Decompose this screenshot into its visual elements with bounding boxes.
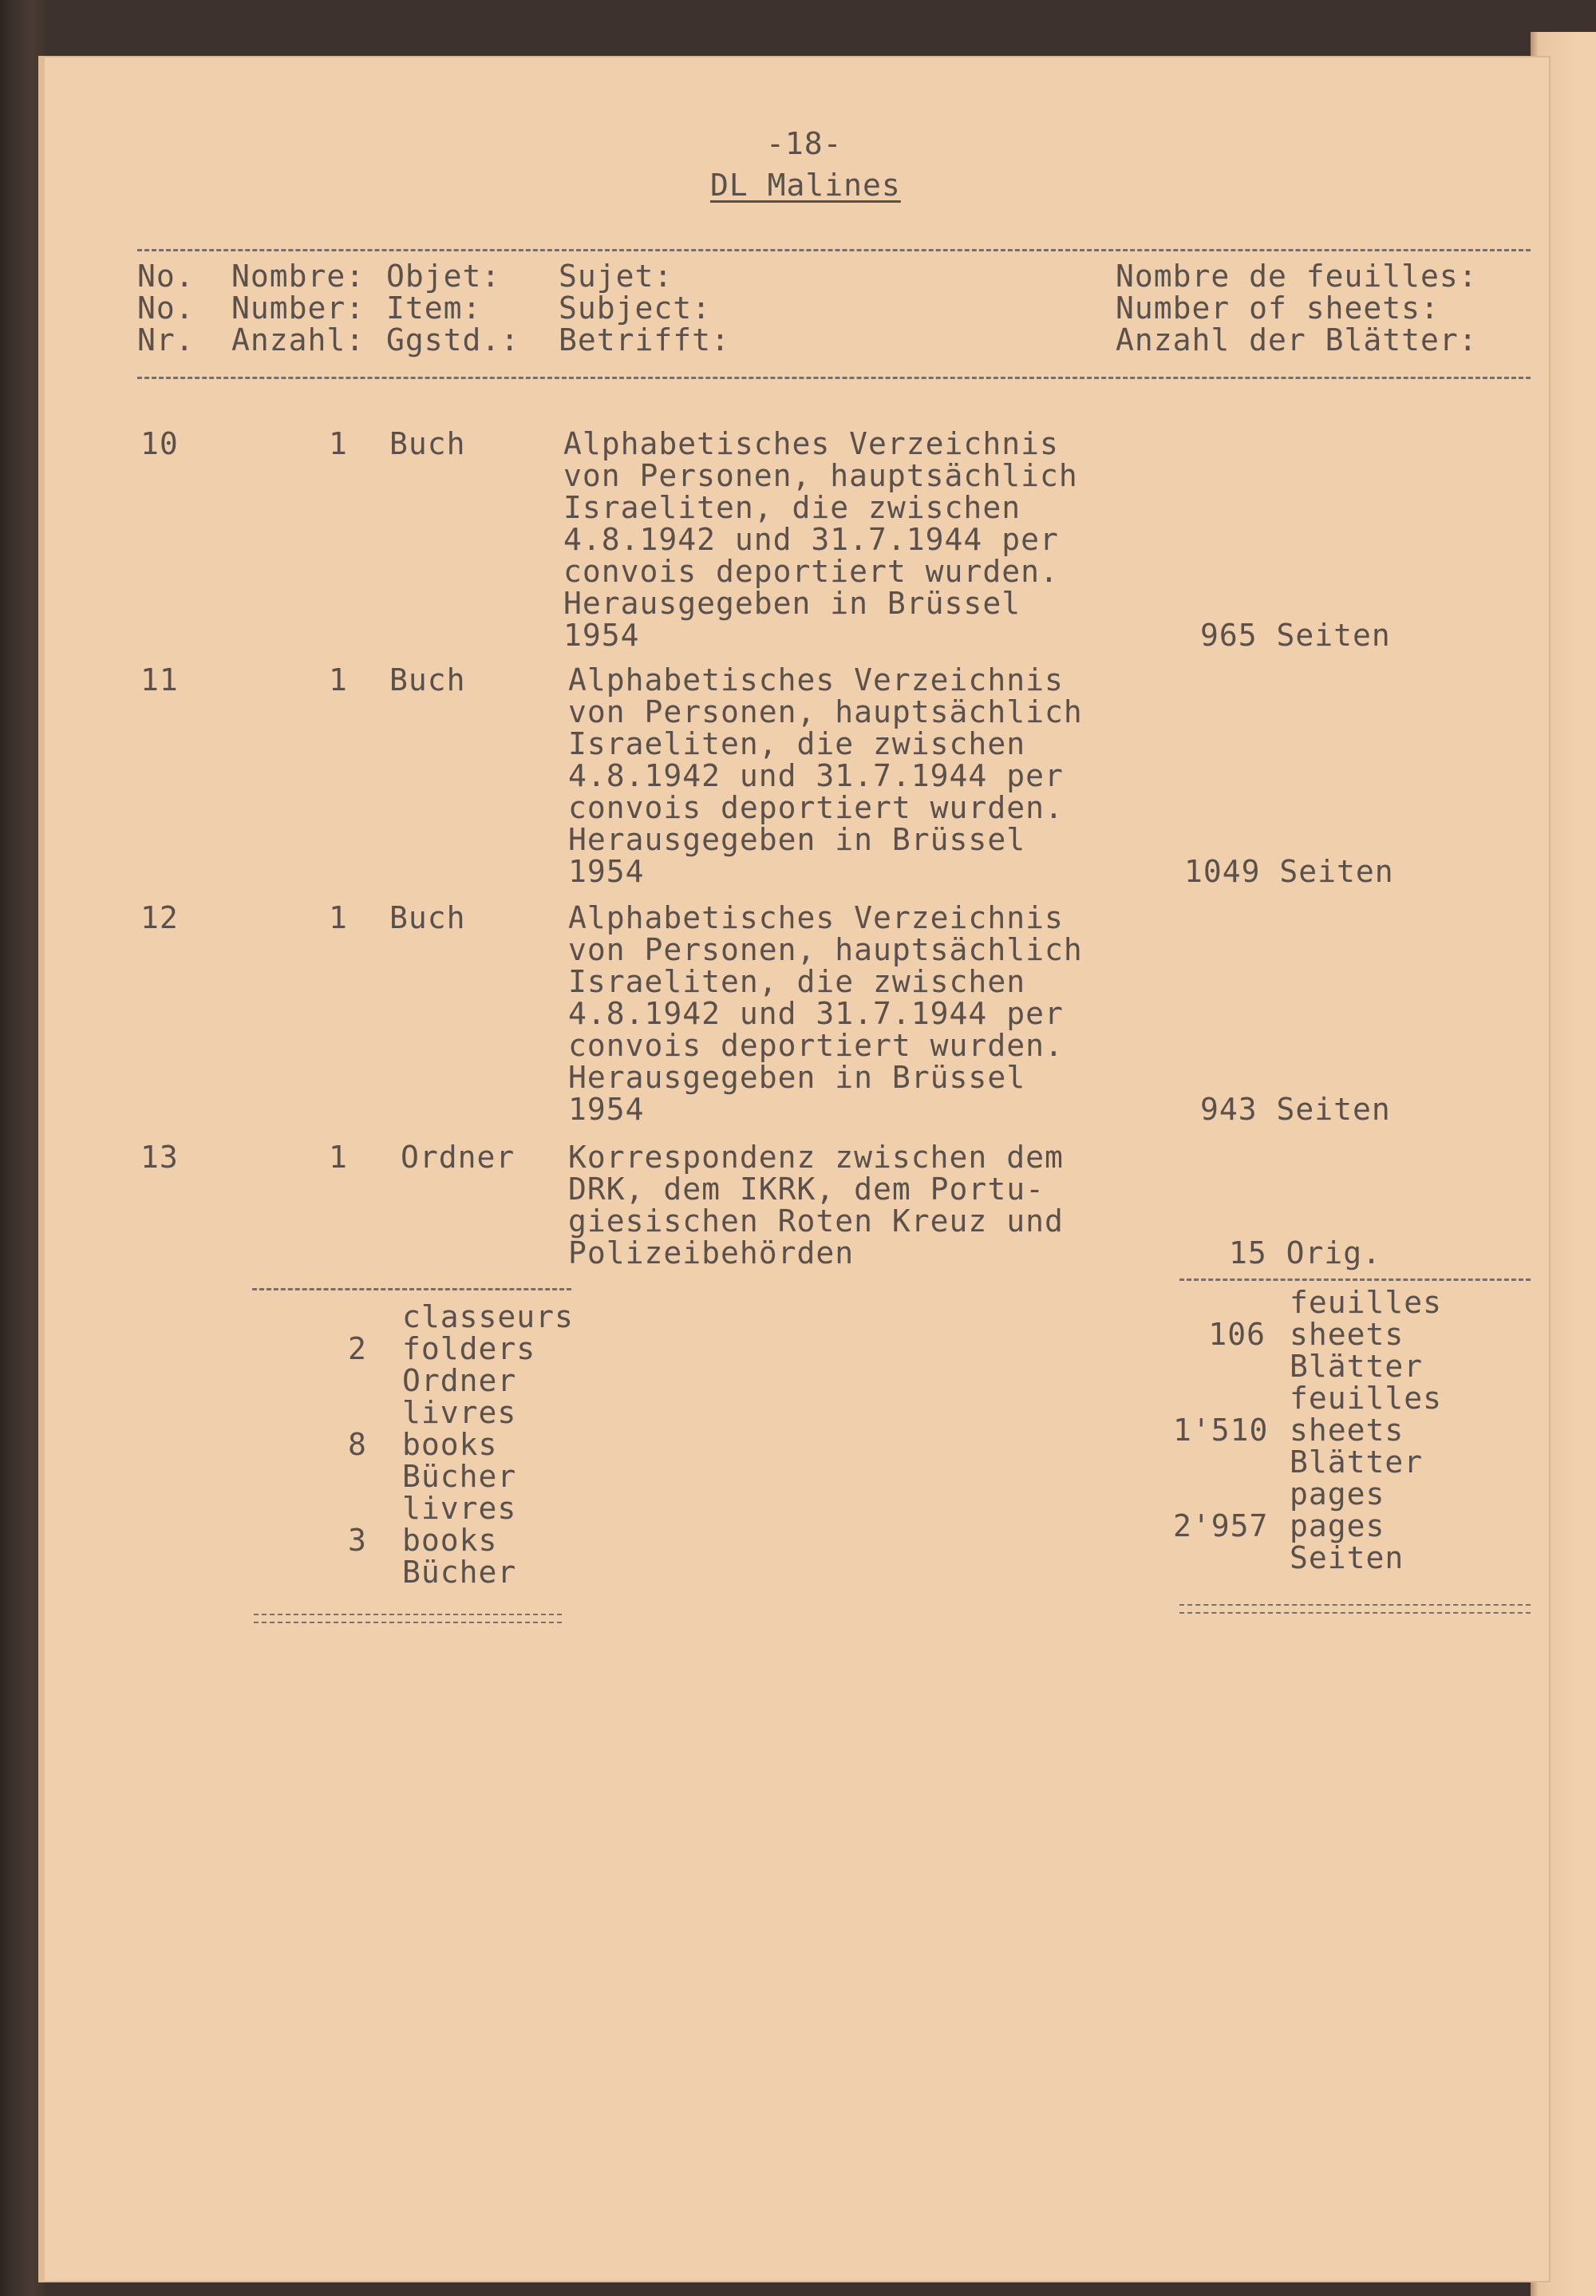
row-subject-line: 1954 [568,854,645,889]
total-right-label: sheets [1290,1413,1404,1448]
row-subject-line: Israeliten, die zwischen [568,964,1026,999]
row-number: 12 [140,900,179,935]
row-number: 10 [140,426,179,461]
row-subject-line: DRK, dem IKRK, dem Portu- [568,1172,1045,1207]
total-right-label: Blätter [1290,1444,1424,1480]
row-number: 13 [140,1140,179,1175]
total-right-label: Blätter [1290,1349,1424,1384]
total-left-label: Ordner [402,1363,517,1398]
total-right-count: 106 [1208,1317,1266,1352]
row-sheets: 943 Seiten [1200,1092,1391,1127]
column-header-sheets: Nombre de feuilles: [1116,259,1478,294]
row-subject-line: Alphabetisches Verzeichnis [568,900,1064,935]
total-right-label: feuilles [1290,1381,1443,1416]
row-subject-line: 4.8.1942 und 31.7.1944 per [563,522,1059,557]
column-header-item: Objet: [386,259,501,294]
row-subject-line: Israeliten, die zwischen [568,726,1026,761]
row-subject-line: convois deportiert wurden. [568,1028,1064,1063]
column-header-item: Ggstd.: [386,322,520,358]
total-left-label: classeurs [402,1299,574,1334]
row-subject-line: Herausgegeben in Brüssel [563,586,1021,621]
page-left-edge [38,56,45,2282]
total-left-count: 2 [348,1331,367,1366]
row-item: Buch [389,900,466,935]
row-subject-line: 1954 [568,1092,645,1127]
column-header-count: Anzahl: [231,322,365,358]
totals-rule-right [1179,1278,1531,1281]
column-header-subject: Sujet: [559,259,674,294]
total-left-label: Bücher [402,1459,517,1494]
total-left-label: Bücher [402,1555,517,1590]
header-rule-top [137,249,1531,251]
row-sheets: 15 Orig. [1229,1235,1382,1271]
totals-double-rule-left [254,1614,562,1623]
row-subject-line: Israeliten, die zwischen [563,490,1021,525]
row-subject-line: convois deportiert wurden. [568,790,1064,825]
row-subject-line: Herausgegeben in Brüssel [568,1060,1026,1095]
row-count: 1 [329,1140,348,1175]
row-number: 11 [140,662,179,697]
total-left-count: 8 [348,1427,367,1462]
column-header-subject: Subject: [559,290,712,326]
header-rule-bottom [137,377,1531,379]
row-subject-line: 1954 [563,618,640,653]
totals-double-rule-right [1179,1604,1531,1614]
total-right-count: 1'510 [1173,1413,1269,1448]
row-sheets: 965 Seiten [1200,618,1391,653]
row-subject-line: 4.8.1942 und 31.7.1944 per [568,996,1064,1031]
column-header-no: No. [137,290,195,326]
total-right-label: pages [1290,1508,1385,1543]
row-subject-line: convois deportiert wurden. [563,554,1059,589]
row-count: 1 [329,426,348,461]
row-item: Buch [389,426,466,461]
total-left-label: livres [402,1395,517,1430]
total-left-label: books [402,1427,498,1462]
total-right-label: feuilles [1290,1285,1443,1320]
row-sheets: 1049 Seiten [1184,854,1394,889]
row-subject-line: Alphabetisches Verzeichnis [568,662,1064,697]
document-title: DL Malines [710,168,901,203]
total-right-label: Seiten [1290,1540,1404,1575]
column-header-no: No. [137,259,195,294]
total-left-label: livres [402,1491,517,1526]
column-header-sheets: Number of sheets: [1116,290,1440,326]
row-subject-line: Alphabetisches Verzeichnis [563,426,1059,461]
row-subject-line: von Personen, hauptsächlich [568,932,1083,967]
total-left-count: 3 [348,1523,367,1558]
row-subject-line: von Personen, hauptsächlich [563,458,1078,493]
row-subject-line: Herausgegeben in Brüssel [568,822,1026,857]
row-subject-line: 4.8.1942 und 31.7.1944 per [568,758,1064,793]
row-item: Buch [389,662,466,697]
column-header-no: Nr. [137,322,195,358]
total-right-count: 2'957 [1173,1508,1269,1543]
row-count: 1 [329,662,348,697]
row-item: Ordner [401,1140,516,1175]
total-right-label: sheets [1290,1317,1404,1352]
column-header-count: Nombre: [231,259,365,294]
page-number: -18- [766,126,843,161]
row-count: 1 [329,900,348,935]
column-header-subject: Betrifft: [559,322,730,358]
column-header-sheets: Anzahl der Blätter: [1116,322,1478,358]
row-subject-line: Korrespondenz zwischen dem [568,1140,1064,1175]
column-header-item: Item: [386,290,482,326]
total-left-label: folders [402,1331,536,1366]
row-subject-line: giesischen Roten Kreuz und [568,1203,1064,1239]
totals-rule-left [252,1288,571,1290]
row-subject-line: Polizeibehörden [568,1235,855,1271]
total-left-label: books [402,1523,498,1558]
column-header-count: Number: [231,290,365,326]
total-right-label: pages [1290,1476,1385,1512]
row-subject-line: von Personen, hauptsächlich [568,694,1083,729]
